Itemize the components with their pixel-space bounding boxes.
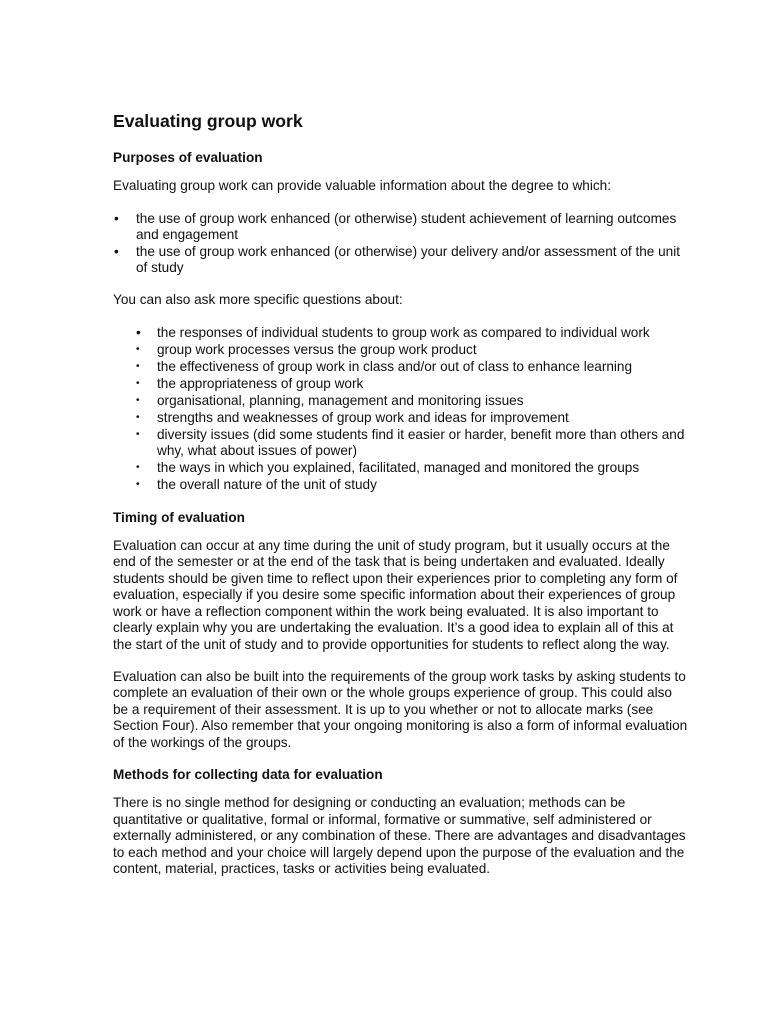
list-item: [135, 342, 688, 358]
list-item: [135, 477, 688, 493]
questions-list: [135, 325, 688, 494]
bullet-icon: •: [114, 243, 119, 259]
timing-paragraph: Evaluation can also be built into the requirements of the group work tasks by asking students to complete an evaluation of their own or the whole groups experience of group. This could also be a requirement of their assessment. It is up to you whether or not to allocate marks (see Section Four). Also remember that your ongoing monitoring is also a form of informal evaluation of the workings of the groups.: [113, 668, 688, 750]
list-item: [135, 376, 688, 392]
list-item-text: the use of group work enhanced (or otherwise) student achievement of learning outcomes and engagement: [136, 210, 677, 243]
page-title: Evaluating group work: [113, 111, 303, 131]
list-item-text: strengths and weaknesses of group work and ideas for improvement: [157, 409, 569, 425]
list-item-text: organisational, planning, management and monitoring issues: [157, 392, 524, 408]
bullet-icon: •: [136, 462, 140, 474]
bullet-icon: •: [136, 428, 140, 440]
list-item: [113, 244, 688, 277]
section-heading-methods: Methods for collecting data for evaluation: [113, 766, 383, 782]
bullet-icon: •: [136, 360, 140, 372]
section-heading-purposes: Purposes of evaluation: [113, 150, 263, 165]
list-item: [135, 325, 688, 341]
bullet-icon: •: [136, 343, 140, 355]
list-item-text: the overall nature of the unit of study: [157, 477, 377, 493]
bullet-icon: •: [136, 411, 140, 423]
section-heading-timing: Timing of evaluation: [113, 509, 245, 525]
list-item-text: the appropriateness of group work: [157, 375, 364, 391]
list-item: [135, 460, 688, 476]
list-item-text: the ways in which you explained, facilitated, managed and monitored the groups: [157, 460, 640, 476]
list-item: [135, 359, 688, 375]
list-item: [135, 393, 688, 409]
list-item-text: the responses of individual students to group work as compared to individual work: [157, 324, 650, 340]
purposes-intro: Evaluating group work can provide valuable information about the degree to which:: [113, 178, 611, 194]
timing-paragraph: Evaluation can occur at any time during the unit of study program, but it usually occurs at the end of the semester or at the end of the task that is being undertaken and evaluated. Ideally students should be given time to reflect upon their experiences prior to completing any form of evaluation, especially if you desire some specific information about their experiences of group work or have a reflection component within the work being evaluated. It is also important to clearly explain why you are undertaking the evaluation. It’s a good idea to explain all of this at the start of the unit of study and to provide opportunities for students to reflect along the way.: [113, 538, 678, 652]
list-item-text: the use of group work enhanced (or otherwise) your delivery and/or assessment of the unit of study: [136, 243, 681, 276]
list-item: [135, 410, 688, 426]
purposes-list: [113, 211, 688, 277]
bullet-icon: •: [114, 210, 119, 226]
bullet-icon: •: [136, 377, 140, 389]
list-item: [135, 427, 688, 460]
bullet-icon: •: [136, 479, 140, 491]
list-item-text: group work processes versus the group work product: [157, 341, 477, 357]
purposes-followup: You can also ask more specific questions about:: [113, 292, 403, 308]
list-item: [113, 211, 688, 244]
list-item-text: the effectiveness of group work in class and/or out of class to enhance learning: [157, 358, 633, 374]
bullet-icon: •: [136, 324, 141, 340]
bullet-icon: •: [136, 394, 140, 406]
methods-paragraph: There is no single method for designing or conducting an evaluation; methods can be quantitative or qualitative, formal or informal, formative or summative, self administered or externally administered, or any combination of these. There are advantages and disadvantages to each method and your choice will largely depend upon the purpose of the evaluation and the content, material, practices, tasks or activities being evaluated.: [113, 795, 686, 876]
list-item-text: diversity issues (did some students find it easier or harder, benefit more than others and why, what about issues of power): [157, 426, 685, 459]
